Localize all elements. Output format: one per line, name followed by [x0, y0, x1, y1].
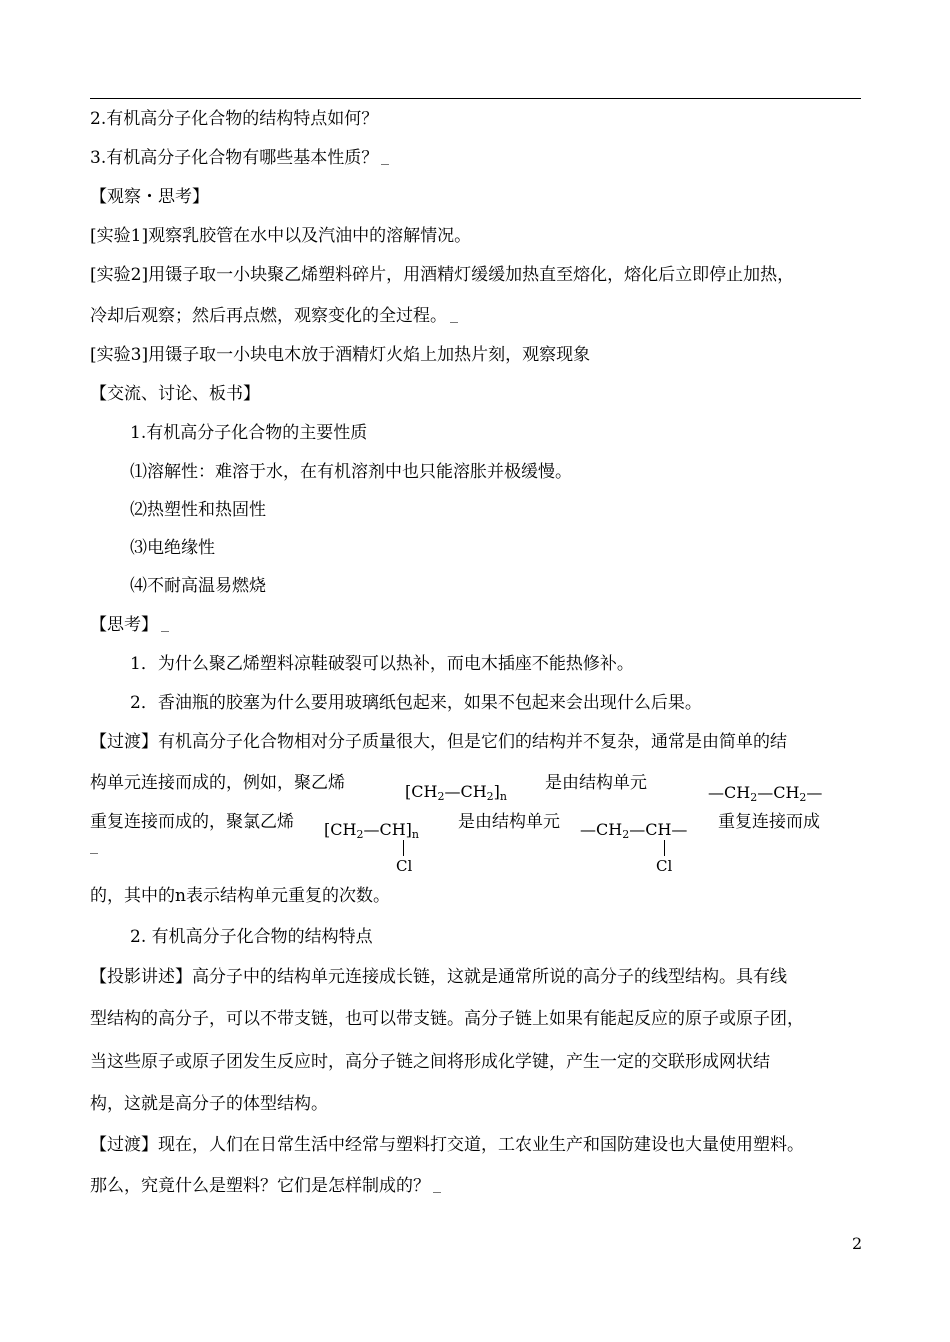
header-rule	[90, 98, 861, 99]
transition-2-line-2: 那么，究竟什么是塑料？它们是怎样制成的？	[90, 1175, 441, 1197]
section-think: 【思考】	[90, 614, 169, 636]
pvc-formula: $[CH_2—CH]_n$	[324, 820, 419, 841]
structure-title: 2. 有机高分子化合物的结构特点	[130, 927, 373, 947]
unit-branch-bond	[664, 840, 665, 856]
experiment-2-line-1: [实验2]用镊子取一小块聚乙烯塑料碎片，用酒精灯缓缓加热直至熔化，熔化后立即停止加热，	[90, 265, 795, 285]
unit-branch-cl: Cl	[656, 857, 673, 875]
think-question-2: 2．香油瓶的胶塞为什么要用玻璃纸包起来，如果不包起来会出现什么后果。	[130, 693, 702, 713]
transition-1-line-3-end: 重复连接而成	[718, 812, 820, 832]
properties-title: 1.有机高分子化合物的主要性质	[130, 423, 368, 443]
experiment-3: [实验3]用镊子取一小块电木放于酒精灯火焰上加热片刻，观察现象	[90, 345, 591, 365]
projection-line-1: 【投影讲述】高分子中的结构单元连接成长链，这就是通常所说的高分子的线型结构。具有线	[90, 967, 787, 987]
transition-1-line-2: 构单元连接而成的，例如，聚乙烯	[90, 773, 345, 793]
transition-2-line-1: 【过渡】现在，人们在日常生活中经常与塑料打交道，工农业生产和国防建设也大量使用塑料。	[90, 1135, 804, 1155]
experiment-1: [实验1]观察乳胶管在水中以及汽油中的溶解情况。	[90, 226, 472, 246]
edit-mark	[90, 836, 98, 858]
pvc-branch-cl: Cl	[396, 857, 413, 875]
transition-1-line-1: 【过渡】有机高分子化合物相对分子质量很大，但是它们的结构并不复杂，通常是由简单的结	[90, 732, 787, 752]
projection-line-4: 构，这就是高分子的体型结构。	[90, 1094, 328, 1114]
section-discuss: 【交流、讨论、板书】	[90, 384, 260, 404]
section-observe: 【观察・思考】	[90, 187, 209, 207]
vinyl-chloride-unit-formula: $—CH_2—CH—$	[580, 820, 688, 841]
transition-1-line-2-mid: 是由结构单元	[545, 773, 647, 793]
pvc-branch-bond	[403, 840, 404, 856]
question-3: 3.有机高分子化合物有哪些基本性质？	[90, 147, 389, 169]
transition-1-line-4: 的，其中的n表示结构单元重复的次数。	[90, 886, 390, 906]
projection-line-3: 当这些原子或原子团发生反应时，高分子链之间将形成化学键，产生一定的交联形成网状结	[90, 1052, 770, 1072]
transition-1-line-3: 重复连接而成的，聚氯乙烯	[90, 812, 294, 832]
experiment-2-line-2: 冷却后观察；然后再点燃，观察变化的全过程。	[90, 305, 458, 327]
property-4: ⑷不耐高温易燃烧	[130, 576, 266, 596]
property-1: ⑴溶解性：难溶于水，在有机溶剂中也只能溶胀并极缓慢。	[130, 462, 572, 482]
ethylene-unit-formula: $—CH_2—CH_2—$	[708, 783, 823, 804]
projection-line-2: 型结构的高分子，可以不带支链，也可以带支链。高分子链上如果有能起反应的原子或原子团，	[90, 1009, 804, 1029]
property-3: ⑶电绝缘性	[130, 538, 215, 558]
page-number: 2	[852, 1234, 863, 1253]
question-2: 2.有机高分子化合物的结构特点如何？	[90, 109, 379, 129]
polyethylene-formula: $[CH_2—CH_2]_n$	[405, 782, 507, 803]
think-question-1: 1．为什么聚乙烯塑料凉鞋破裂可以热补，而电木插座不能热修补。	[130, 654, 634, 674]
property-2: ⑵热塑性和热固性	[130, 500, 266, 520]
transition-1-line-3-mid: 是由结构单元	[458, 812, 560, 832]
